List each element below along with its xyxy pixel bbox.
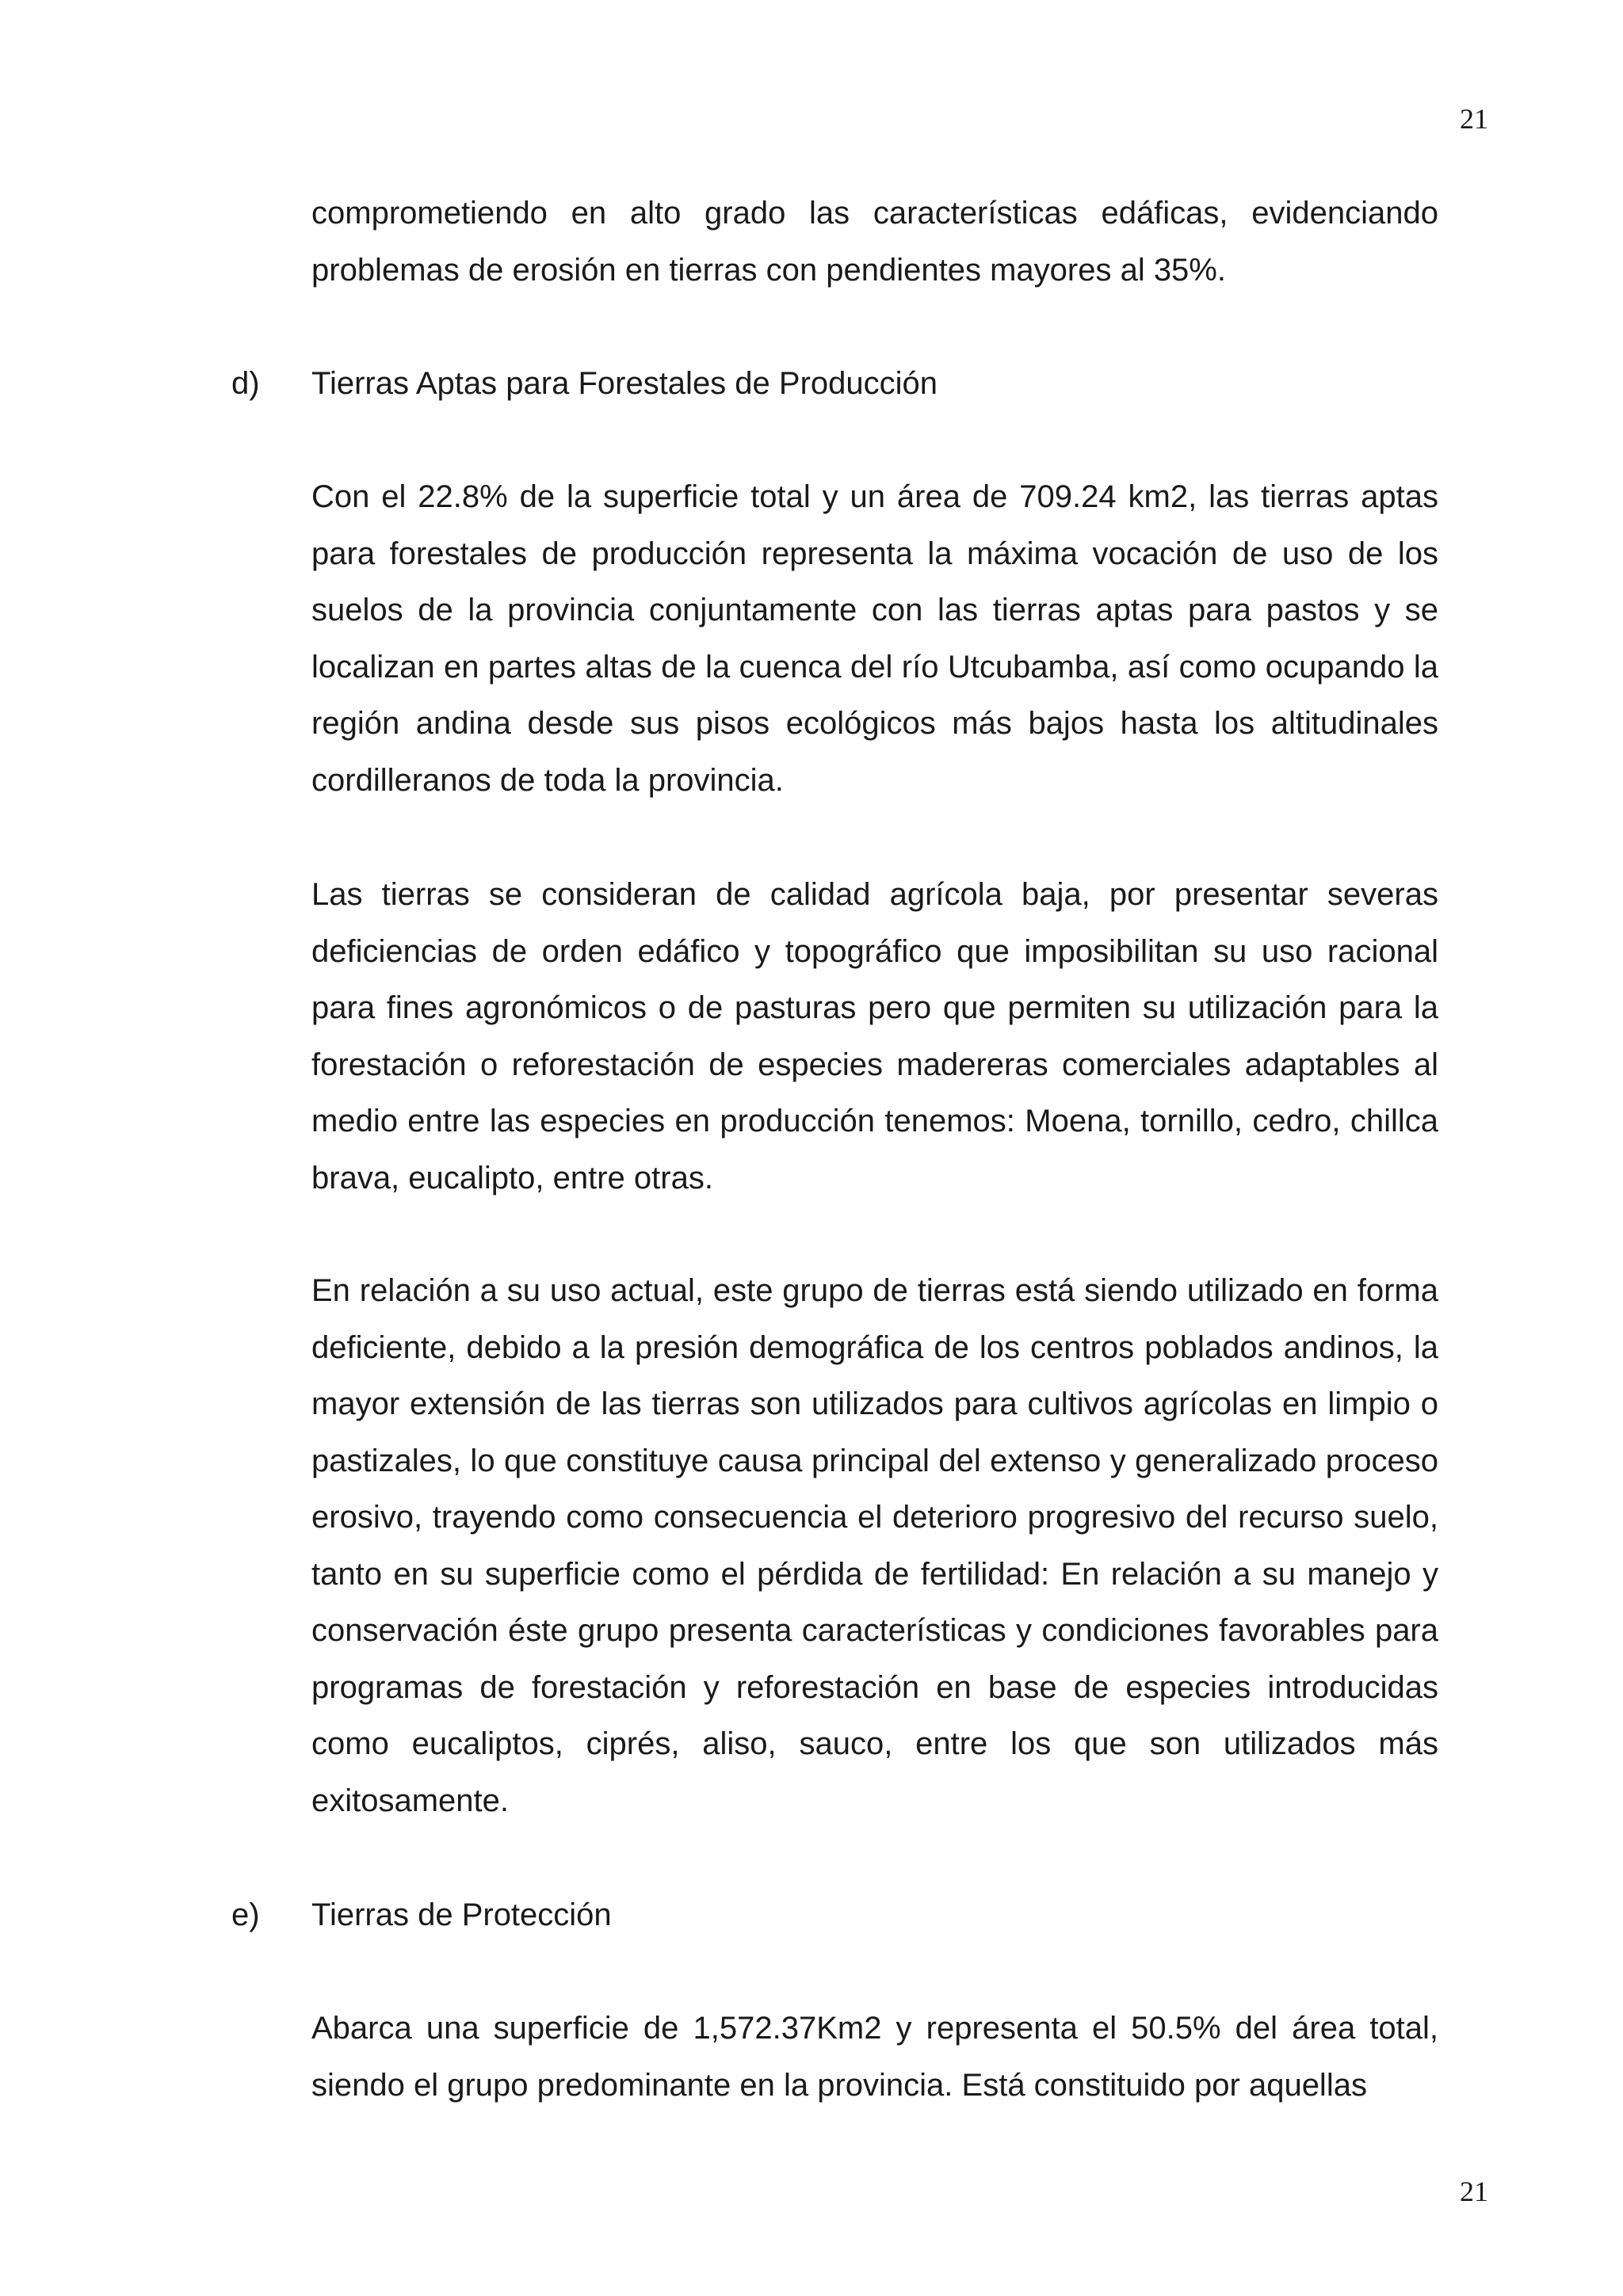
heading-e-title: Tierras de Protección [311,1897,612,1932]
heading-e-letter: e) [231,1897,260,1932]
heading-d [231,356,938,413]
page-number-top: 21 [1460,103,1488,135]
heading-d-letter: d) [231,366,260,401]
paragraph-forestales-3: En relación a su uso actual, este grupo de tierras está siendo utilizado en forma deficiente, debido a la presión demográfica de los centros poblados andinos, la mayor extensión de las tierras son utilizados para cultivos agrícolas en limpio o pastizales, lo que constituye causa principal del extenso y generalizado proceso erosivo, trayendo como consecuencia el deterioro progresivo del recurso suelo, tanto en su superficie como el pérdida de fertilidad: En relación a su manejo y conservación éste grupo presenta características y condiciones favorables para programas de forestación y reforestación en base de especies introducidas como eucaliptos, ciprés, aliso, sauco, entre los que son utilizados más exitosamente. [311,1273,1438,1818]
paragraph-forestales-1: Con el 22.8% de la superficie total y un área de 709.24 km2, las tierras aptas para forestales de producción representa la máxima vocación de uso de los suelos de la provincia conjuntamente con las tierras aptas para pastos y se localizan en partes altas de la cuenca del río Utcubamba, así como ocupando la región andina desde sus pisos ecológicos más bajos hasta los altitudinales cordilleranos de toda la provincia. [311,479,1438,798]
heading-d-title: Tierras Aptas para Forestales de Producción [311,366,938,401]
page-number-bottom: 21 [1460,2176,1488,2207]
paragraph-intro: comprometiendo en alto grado las características edáficas, evidenciando problemas de erosión en tierras con pendientes mayores al 35%. [311,196,1438,288]
heading-e [231,1887,612,1944]
paragraph-forestales-2: Las tierras se consideran de calidad agrícola baja, por presentar severas deficiencias de orden edáfico y topográfico que imposibilitan su uso racional para fines agronómicos o de pasturas pero que permiten su utilización para la forestación o reforestación de especies madereras comerciales adaptables al medio entre las especies en producción tenemos: Moena, tornillo, cedro, chillca brava, eucalipto, entre otras. [311,877,1438,1196]
paragraph-proteccion: Abarca una superficie de 1,572.37Km2 y representa el 50.5% del área total, siendo el grupo predominante en la provincia. Está constituido por aquellas [311,2011,1438,2103]
